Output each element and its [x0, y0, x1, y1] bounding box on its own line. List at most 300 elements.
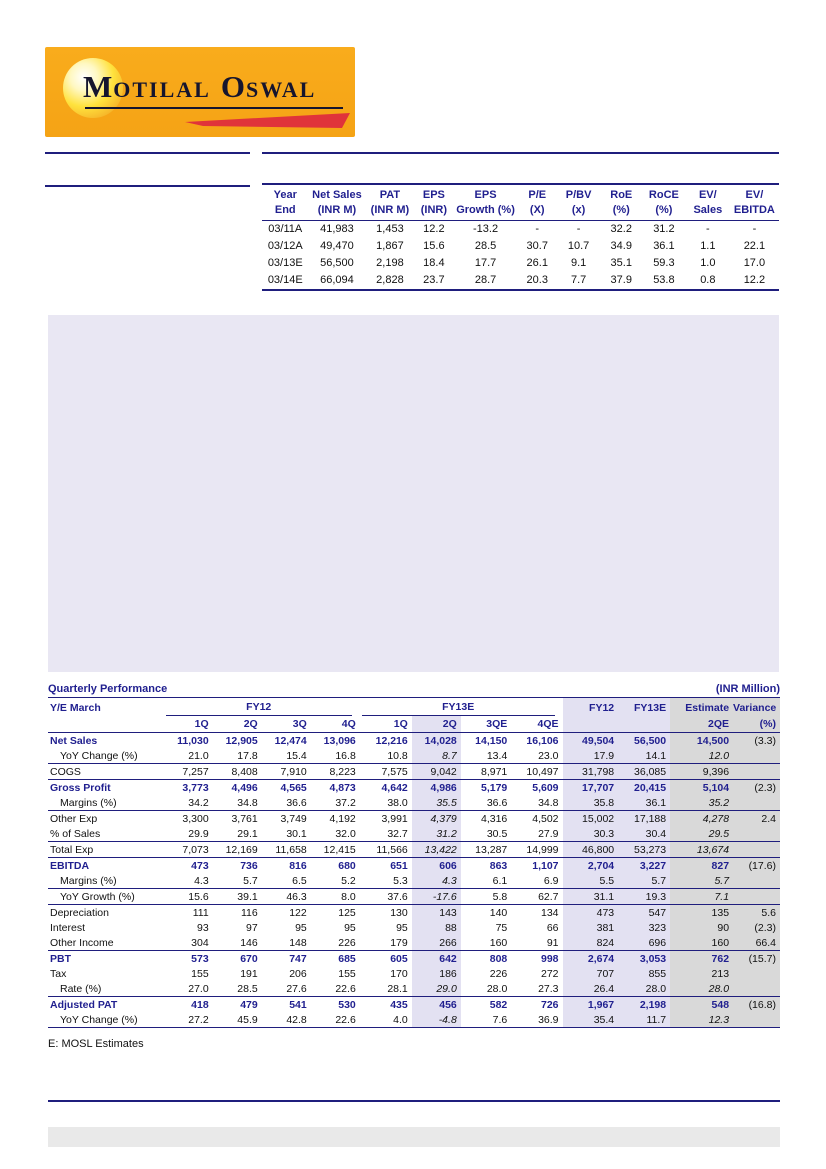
value-cell: 95 — [396, 921, 408, 934]
value-cell: 26.4 — [563, 981, 619, 997]
value-cell: 143 — [412, 905, 461, 921]
quarterly-unit-label: (INR Million) — [715, 683, 780, 695]
value-cell: 3,749 — [262, 811, 311, 827]
value-cell: 3,053 — [618, 951, 670, 967]
value-cell: 582 — [461, 997, 512, 1013]
quarter-header-cell: 4QE — [511, 716, 562, 733]
value-cell: (2.3) — [733, 920, 780, 935]
value-cell: 8.7 — [412, 748, 461, 764]
value-cell: 66.4 — [733, 935, 780, 951]
value-cell: 28.0 — [670, 981, 733, 997]
valuation-cell: 15.6 — [423, 240, 445, 253]
value-cell: 473 — [563, 905, 619, 921]
value-cell: 29.1 — [237, 827, 258, 840]
value-cell: 179 — [390, 936, 408, 949]
value-cell: 17,707 — [563, 780, 619, 796]
row-label: YoY Change (%) — [48, 1012, 164, 1028]
value-cell — [733, 966, 780, 981]
value-cell: -4.8 — [412, 1012, 461, 1028]
logo-letters: SWAL — [245, 77, 317, 102]
content-placeholder-block — [48, 315, 779, 672]
value-cell: 31.1 — [563, 889, 619, 905]
value-cell: 736 — [213, 858, 262, 874]
value-cell: 435 — [360, 997, 412, 1013]
value-cell: 23.0 — [538, 749, 559, 762]
ye-march-label: Y/E March — [50, 701, 101, 714]
quarter-header-cell: (%) — [733, 716, 780, 733]
value-cell: 13,674 — [670, 842, 733, 858]
value-cell: 5,104 — [670, 780, 733, 796]
value-cell: 14.1 — [618, 748, 670, 764]
value-cell: 30.4 — [618, 826, 670, 842]
value-cell: 122 — [262, 905, 311, 921]
value-cell: 130 — [360, 905, 412, 921]
value-cell: 140 — [461, 905, 512, 921]
value-cell: 827 — [670, 858, 733, 874]
row-label: Margins (%) — [60, 874, 117, 887]
value-cell: 548 — [670, 997, 733, 1013]
value-cell: 93 — [197, 921, 209, 934]
annual-header-cell: FY12 — [563, 698, 619, 716]
value-cell: 573 — [164, 951, 213, 967]
value-cell: 323 — [618, 920, 670, 935]
value-cell: 6.9 — [543, 874, 559, 887]
value-cell: 34.8 — [538, 796, 559, 809]
value-cell: 3,761 — [213, 811, 262, 827]
value-cell: 28.0 — [486, 982, 508, 995]
quarter-header-cell: 1Q — [164, 716, 213, 733]
value-cell: 36.6 — [286, 796, 307, 809]
value-cell: 111 — [164, 905, 213, 921]
valuation-data-row — [262, 272, 779, 290]
quarterly-data-row — [48, 920, 780, 935]
quarterly-data-row — [48, 951, 780, 967]
value-cell: 530 — [311, 997, 360, 1013]
value-cell: 17.8 — [237, 749, 258, 762]
valuation-header-cell: P/BV (x) — [565, 189, 592, 216]
value-cell: 4,316 — [461, 811, 512, 827]
value-cell: 2,198 — [618, 997, 670, 1013]
quarter-header-cell: 2QE — [670, 716, 733, 733]
value-cell: 473 — [164, 858, 213, 874]
value-cell: 7,910 — [262, 764, 311, 780]
quarterly-data-row — [48, 811, 780, 827]
value-cell: 5.7 — [243, 874, 258, 887]
value-cell: 266 — [412, 935, 461, 951]
value-cell: 8,408 — [213, 764, 262, 780]
value-cell: 36.9 — [511, 1012, 562, 1028]
valuation-cell: 2,828 — [365, 272, 414, 290]
row-label: PBT — [48, 951, 164, 967]
valuation-cell: 35.1 — [610, 257, 632, 270]
divider-line — [48, 1100, 780, 1102]
value-cell — [733, 795, 780, 811]
value-cell: 30.5 — [486, 827, 508, 840]
value-cell: 15,002 — [563, 811, 619, 827]
value-cell: 28.5 — [237, 982, 258, 995]
row-label: % of Sales — [50, 827, 101, 840]
valuation-header-cell: EV/ Sales — [693, 189, 723, 216]
quarter-header-cell: 2Q — [213, 716, 262, 733]
value-cell: 762 — [670, 951, 733, 967]
value-cell: 226 — [489, 967, 508, 980]
valuation-cell: 28.5 — [474, 240, 497, 253]
quarterly-data-row — [48, 858, 780, 874]
value-cell: 46.3 — [262, 889, 311, 905]
value-cell: 42.8 — [262, 1012, 311, 1028]
value-cell: 479 — [213, 997, 262, 1013]
value-cell: 547 — [618, 905, 670, 921]
value-cell: 30.1 — [286, 827, 307, 840]
value-cell: 27.2 — [164, 1012, 213, 1028]
value-cell: 4,565 — [262, 780, 311, 796]
valuation-cell: 22.1 — [743, 240, 766, 253]
value-cell: 4.0 — [360, 1012, 412, 1028]
value-cell: 27.6 — [286, 982, 307, 995]
value-cell: 226 — [338, 936, 356, 949]
valuation-cell: 32.2 — [601, 220, 642, 238]
value-cell: 35.5 — [412, 795, 461, 811]
value-cell: 19.3 — [618, 889, 670, 905]
value-cell: 91 — [546, 936, 559, 949]
value-cell: 28.0 — [618, 981, 670, 997]
value-cell: 28.1 — [387, 982, 408, 995]
row-label: Other Exp — [48, 811, 164, 827]
value-cell: 213 — [670, 966, 733, 981]
value-cell: 15.6 — [164, 889, 213, 905]
value-cell: 4,642 — [360, 780, 412, 796]
value-cell: 11.7 — [618, 1012, 670, 1028]
value-cell — [733, 1012, 780, 1028]
valuation-cell: 28.7 — [453, 272, 518, 290]
value-cell: 2,674 — [563, 951, 619, 967]
value-cell: 10,497 — [511, 764, 562, 780]
valuation-cell: - — [730, 220, 779, 238]
value-cell: 53,273 — [618, 842, 670, 858]
value-cell: 29.9 — [188, 827, 209, 840]
row-label: Interest — [50, 921, 86, 934]
value-cell: 13,096 — [323, 734, 356, 747]
quarterly-data-row — [48, 764, 780, 780]
quarterly-title: Quarterly Performance — [48, 683, 168, 695]
value-cell: 5.8 — [461, 889, 512, 905]
valuation-cell: 1,453 — [365, 220, 414, 238]
divider-line — [262, 152, 779, 154]
value-cell: 46,800 — [563, 842, 619, 858]
value-cell: 605 — [360, 951, 412, 967]
valuation-cell: 53.8 — [642, 272, 686, 290]
quarterly-title-bar — [48, 683, 780, 698]
value-cell: 29.0 — [412, 981, 461, 997]
row-label: Net Sales — [50, 734, 98, 747]
valuation-cell: - — [686, 220, 730, 238]
valuation-cell: 56,500 — [320, 257, 354, 270]
value-cell: 13,422 — [412, 842, 461, 858]
value-cell: 11,566 — [360, 842, 412, 858]
value-cell: 11,030 — [177, 734, 209, 747]
value-cell: 20,415 — [618, 780, 670, 796]
value-cell: 7.1 — [670, 889, 733, 905]
value-cell: 808 — [461, 951, 512, 967]
value-cell: 272 — [540, 967, 559, 980]
valuation-cell: 26.1 — [526, 257, 548, 270]
value-cell — [733, 873, 780, 889]
value-cell: (3.3) — [733, 733, 780, 749]
value-cell: 7,575 — [360, 764, 412, 780]
value-cell: 12.3 — [670, 1012, 733, 1028]
value-cell: 34.2 — [188, 796, 209, 809]
value-cell: 998 — [511, 951, 562, 967]
motilal-oswal-logo — [45, 47, 355, 137]
valuation-header-cell: Net Sales (INR M) — [312, 189, 362, 216]
value-cell: 12,474 — [274, 734, 307, 747]
value-cell: 13,287 — [461, 842, 512, 858]
value-cell: 146 — [240, 936, 258, 949]
value-cell: 31,798 — [563, 764, 619, 780]
valuation-header-row — [262, 184, 779, 220]
quarter-header-cell: 3QE — [461, 716, 512, 733]
valuation-cell: 66,094 — [309, 272, 366, 290]
value-cell: 135 — [670, 905, 733, 921]
valuation-cell: 03/13E — [267, 257, 303, 270]
quarter-header-cell: 1Q — [360, 716, 412, 733]
value-cell: 125 — [311, 905, 360, 921]
value-cell: 5.7 — [670, 873, 733, 889]
value-cell: 2,704 — [563, 858, 619, 874]
value-cell: 75 — [495, 921, 508, 934]
value-cell: 12,169 — [213, 842, 262, 858]
value-cell: (15.7) — [733, 951, 780, 967]
value-cell: (17.6) — [733, 858, 780, 874]
annual-header-cell: FY13E — [618, 698, 670, 716]
value-cell: 1,967 — [563, 997, 619, 1013]
row-label: Margins (%) — [60, 796, 117, 809]
subheader-blank — [48, 716, 164, 733]
value-cell: 680 — [311, 858, 360, 874]
valuation-cell: 9.1 — [570, 257, 587, 270]
value-cell: 5.2 — [341, 874, 356, 887]
value-cell — [733, 842, 780, 858]
valuation-cell: -13.2 — [453, 220, 518, 238]
value-cell: 148 — [289, 936, 307, 949]
value-cell: 36,085 — [618, 764, 670, 780]
valuation-cell: 1,867 — [376, 240, 404, 253]
quarter-header-cell: 3Q — [262, 716, 311, 733]
value-cell: 21.0 — [188, 749, 209, 762]
value-cell: 707 — [563, 966, 619, 981]
value-cell: 12.0 — [670, 748, 733, 764]
value-cell: 1,107 — [511, 858, 562, 874]
value-cell: 381 — [563, 920, 619, 935]
logo-letters: OTILAL — [113, 77, 211, 102]
valuation-cell: 20.3 — [518, 272, 557, 290]
value-cell: 4,986 — [412, 780, 461, 796]
valuation-data-row — [262, 238, 779, 255]
logo-letter: M — [83, 69, 114, 104]
valuation-cell: 0.8 — [686, 272, 730, 290]
value-cell: 8.0 — [311, 889, 360, 905]
value-cell: 38.0 — [387, 796, 408, 809]
value-cell: 186 — [412, 966, 461, 981]
row-label: Rate (%) — [60, 982, 102, 995]
logo-letter: O — [220, 69, 246, 104]
quarterly-data-row — [48, 873, 780, 889]
value-cell: 206 — [289, 967, 307, 980]
value-cell: 27.9 — [538, 827, 559, 840]
value-cell: 160 — [489, 936, 508, 949]
value-cell: 7.6 — [461, 1012, 512, 1028]
value-cell: -17.6 — [412, 889, 461, 905]
value-cell: 3,300 — [164, 811, 213, 827]
valuation-header-cell: EPS (INR) — [420, 189, 447, 216]
row-label: Tax — [50, 967, 67, 980]
value-cell: 651 — [360, 858, 412, 874]
value-cell: 17,188 — [618, 811, 670, 827]
value-cell: 155 — [338, 967, 356, 980]
valuation-data-row — [262, 255, 779, 272]
quarterly-data-row — [48, 780, 780, 796]
valuation-header-cell: Year End — [273, 189, 297, 216]
quarterly-subheader-row — [48, 716, 780, 733]
quarterly-data-row — [48, 889, 780, 905]
value-cell: 685 — [311, 951, 360, 967]
value-cell: 12,905 — [225, 734, 258, 747]
value-cell: 3,773 — [164, 780, 213, 796]
valuation-cell: 36.1 — [653, 240, 675, 253]
value-cell: 66 — [546, 921, 559, 934]
valuation-header-cell: RoCE (%) — [648, 189, 679, 216]
value-cell: 14,500 — [670, 733, 733, 749]
valuation-cell: 2,198 — [376, 257, 404, 270]
quarterly-data-row — [48, 733, 780, 749]
logo-wordmark — [83, 69, 345, 105]
logo-swoosh-icon — [185, 113, 350, 131]
quarterly-data-row — [48, 826, 780, 842]
row-label: Gross Profit — [48, 780, 164, 796]
value-cell: 4,278 — [670, 811, 733, 827]
value-cell: 170 — [390, 967, 408, 980]
value-cell: 7,073 — [164, 842, 213, 858]
value-cell: 15.4 — [286, 749, 307, 762]
value-cell: 39.1 — [213, 889, 262, 905]
valuation-data-row — [262, 220, 779, 238]
value-cell: 88 — [412, 920, 461, 935]
valuation-header-cell: EPS Growth (%) — [456, 189, 515, 216]
value-cell: 4,873 — [311, 780, 360, 796]
row-label: EBITDA — [48, 858, 164, 874]
value-cell: 304 — [191, 936, 209, 949]
value-cell: 5.6 — [733, 905, 780, 921]
value-cell — [733, 826, 780, 842]
value-cell: 2.4 — [733, 811, 780, 827]
row-label: COGS — [48, 764, 164, 780]
estimates-footnote: E: MOSL Estimates — [48, 1038, 144, 1050]
value-cell: 14,150 — [475, 734, 508, 747]
quarterly-performance-section — [48, 683, 780, 1028]
quarter-header-cell: 4Q — [311, 716, 360, 733]
value-cell: 160 — [670, 935, 733, 951]
row-label: YoY Change (%) — [60, 749, 138, 762]
value-cell: 4.3 — [412, 873, 461, 889]
value-cell: 155 — [191, 967, 209, 980]
valuation-cell: 17.7 — [474, 257, 497, 270]
value-cell: 3,227 — [618, 858, 670, 874]
value-cell: 855 — [618, 966, 670, 981]
valuation-cell: 03/12A — [267, 240, 303, 253]
value-cell: 22.6 — [311, 1012, 360, 1028]
quarterly-group-header-row — [48, 698, 780, 716]
value-cell: 97 — [246, 921, 258, 934]
valuation-cell: 59.3 — [653, 257, 675, 270]
valuation-cell: 1.0 — [700, 257, 716, 270]
value-cell: 863 — [461, 858, 512, 874]
value-cell: 4,496 — [213, 780, 262, 796]
value-cell: 5.5 — [563, 873, 619, 889]
quarterly-data-row — [48, 795, 780, 811]
row-label: Total Exp — [48, 842, 164, 858]
value-cell: 30.3 — [563, 826, 619, 842]
valuation-header-cell: RoE (%) — [610, 189, 633, 216]
value-cell — [733, 981, 780, 997]
valuation-cell: 7.7 — [557, 272, 601, 290]
value-cell: 37.2 — [335, 796, 356, 809]
value-cell: 36.1 — [618, 795, 670, 811]
value-cell: 4.3 — [194, 874, 209, 887]
valuation-cell: 31.2 — [642, 220, 686, 238]
value-cell: 747 — [262, 951, 311, 967]
valuation-cell: 23.7 — [414, 272, 453, 290]
value-cell: 816 — [262, 858, 311, 874]
value-cell — [733, 764, 780, 780]
valuation-header-cell: P/E (X) — [528, 189, 547, 216]
value-cell: 56,500 — [618, 733, 670, 749]
value-cell: 35.8 — [563, 795, 619, 811]
quarter-header-cell — [618, 716, 670, 733]
value-cell: 418 — [164, 997, 213, 1013]
valuation-cell: 41,983 — [309, 220, 366, 238]
value-cell: 17.9 — [563, 748, 619, 764]
valuation-cell: - — [518, 220, 557, 238]
value-cell: 4,192 — [311, 811, 360, 827]
value-cell: 49,504 — [563, 733, 619, 749]
value-cell: 31.2 — [412, 826, 461, 842]
quarterly-data-row — [48, 905, 780, 921]
value-cell: 95 — [295, 921, 307, 934]
value-cell: 5.3 — [393, 874, 408, 887]
valuation-cell: 12.2 — [414, 220, 453, 238]
value-cell: 35.4 — [563, 1012, 619, 1028]
valuation-cell: - — [557, 220, 601, 238]
valuation-cell: 49,470 — [320, 240, 354, 253]
fy12-group-header: FY12 — [164, 698, 360, 716]
valuation-cell: 12.2 — [730, 272, 779, 290]
value-cell: 541 — [262, 997, 311, 1013]
quarterly-data-row — [48, 842, 780, 858]
value-cell: 16,106 — [526, 734, 559, 747]
value-cell: 12,216 — [375, 734, 408, 747]
value-cell: 62.7 — [511, 889, 562, 905]
value-cell: 5,609 — [511, 780, 562, 796]
quarterly-data-row — [48, 748, 780, 764]
quarterly-data-row — [48, 997, 780, 1013]
value-cell: 8,223 — [311, 764, 360, 780]
valuation-cell: 03/14E — [262, 272, 309, 290]
value-cell: 90 — [670, 920, 733, 935]
value-cell: 191 — [240, 967, 258, 980]
annual-header-cell: Estimate — [670, 698, 733, 716]
value-cell: 5,179 — [461, 780, 512, 796]
valuation-cell: 17.0 — [743, 257, 766, 270]
